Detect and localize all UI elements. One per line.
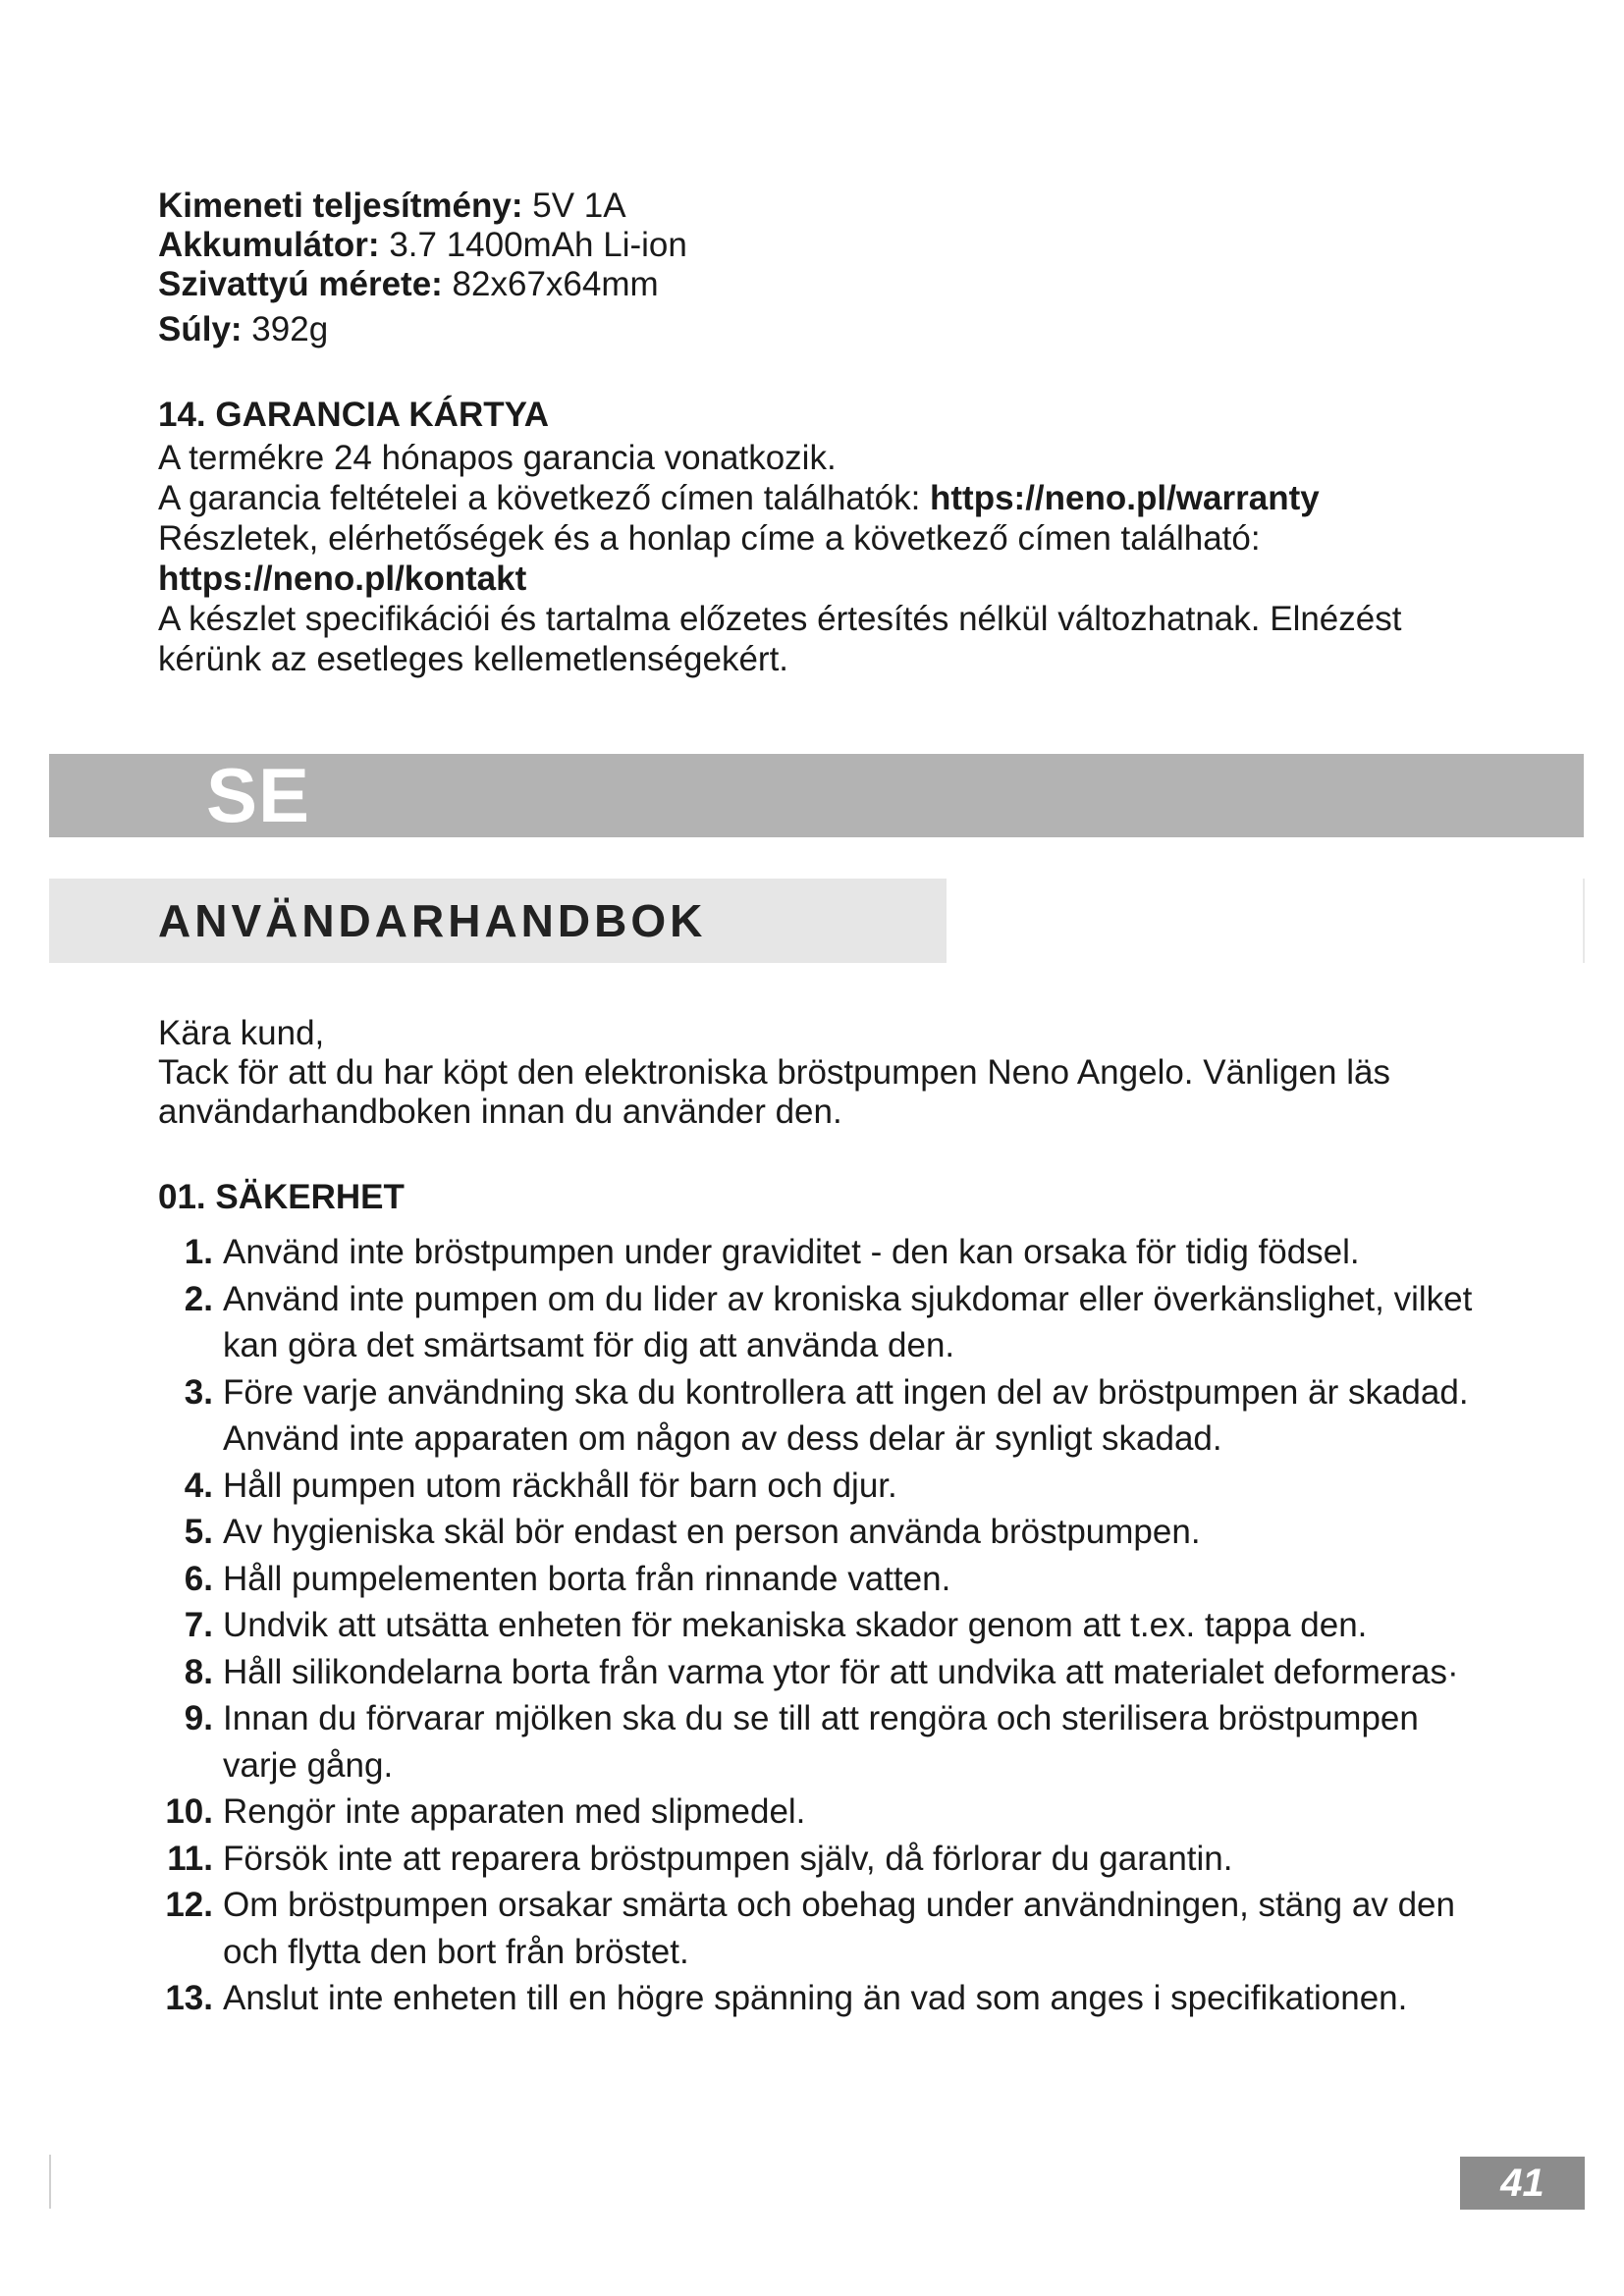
safety-item xyxy=(158,1836,1493,1883)
safety-item-number: 13. xyxy=(165,1979,213,2017)
warranty-line-4: A készlet specifikációi és tartalma előzetes értesítés nélkül változhatnak. Elnézést kérünk az esetleges kellemetlenségekért. xyxy=(158,600,1402,678)
spec-output-label: Kimeneti teljesítmény: xyxy=(158,187,523,225)
contact-link[interactable]: https://neno.pl/kontakt xyxy=(158,560,527,598)
safety-item xyxy=(158,1556,1493,1603)
manual-title: ANVÄNDARHANDBOK xyxy=(158,895,707,946)
safety-item-number: 8. xyxy=(184,1652,213,1691)
warranty-link[interactable]: https://neno.pl/warranty xyxy=(930,479,1320,517)
safety-item xyxy=(158,1509,1493,1556)
safety-item xyxy=(158,1695,1493,1789)
greeting: Kära kund, xyxy=(158,1014,325,1052)
safety-item-text: Om bröstpumpen orsakar smärta och obehag under användningen, stäng av den och flytta den bort från bröstet. xyxy=(223,1886,1455,1971)
safety-item-text: Innan du förvarar mjölken ska du se till att rengöra och sterilisera bröstpumpen varje gång. xyxy=(223,1699,1419,1785)
spec-weight xyxy=(158,310,1435,349)
safety-item-number: 11. xyxy=(167,1839,213,1878)
safety-item xyxy=(158,1229,1493,1276)
safety-heading: 01. SÄKERHET xyxy=(158,1178,405,1216)
warranty-line-2 xyxy=(158,478,1474,518)
warranty-line-2-text: A garancia feltételei a következő címen találhatók: xyxy=(158,479,931,517)
safety-item-number: 4. xyxy=(184,1466,213,1505)
safety-item-text: Rengör inte apparaten med slipmedel. xyxy=(223,1792,806,1831)
safety-item-number: 6. xyxy=(184,1559,213,1598)
safety-item-text: Använd inte bröstpumpen under graviditet - den kan orsaka för tidig födsel. xyxy=(223,1233,1360,1271)
spec-pump-size-label: Szivattyú mérete: xyxy=(158,265,443,303)
warranty-heading: 14. GARANCIA KÁRTYA xyxy=(158,396,550,434)
safety-item-number: 2. xyxy=(184,1279,213,1318)
spec-weight-value: 392g xyxy=(242,310,329,348)
specifications xyxy=(158,187,1435,349)
safety-item-number: 12. xyxy=(165,1886,213,1924)
page-number: 41 xyxy=(1500,2162,1544,2205)
safety-item-text: Före varje användning ska du kontrollera att ingen del av bröstpumpen är skadad. Använd inte apparaten om någon av dess delar är synligt skadad. xyxy=(223,1372,1469,1458)
spec-battery-value: 3.7 1400mAh Li-ion xyxy=(379,226,687,264)
safety-item xyxy=(158,1369,1493,1463)
safety-item-text: Anslut inte enheten till en högre spänning än vad som anges i specifikationen. xyxy=(223,1979,1408,2017)
safety-item-text: Håll pumpelementen borta från rinnande vatten. xyxy=(223,1559,951,1598)
spec-weight-label: Súly: xyxy=(158,310,243,348)
language-bar xyxy=(49,754,1584,837)
safety-item xyxy=(158,1276,1493,1369)
warranty-line-1: A termékre 24 hónapos garancia vonatkozik. xyxy=(158,439,837,477)
right-divider xyxy=(1583,879,1585,963)
language-code: SE xyxy=(206,752,311,838)
safety-item xyxy=(158,1975,1493,2022)
safety-item-number: 9. xyxy=(184,1699,213,1737)
safety-list xyxy=(158,1229,1493,2022)
safety-item-number: 10. xyxy=(165,1792,213,1831)
safety-item xyxy=(158,1463,1493,1510)
safety-item xyxy=(158,1649,1493,1696)
safety-item-text: Håll pumpen utom räckhåll för barn och djur. xyxy=(223,1466,897,1505)
spec-output xyxy=(158,187,1435,226)
safety-item-number: 3. xyxy=(184,1372,213,1412)
warranty-section xyxy=(158,395,1474,679)
safety-item-number: 1. xyxy=(184,1233,213,1271)
spec-battery-label: Akkumulátor: xyxy=(158,226,380,264)
spec-battery xyxy=(158,226,1435,265)
warranty-line-3: Részletek, elérhetőségek és a honlap címe a következő címen található: xyxy=(158,519,1261,558)
page-number-box xyxy=(1460,2157,1585,2210)
safety-item-text: Undvik att utsätta enheten för mekaniska skador genom att t.ex. tappa den. xyxy=(223,1606,1368,1644)
safety-item xyxy=(158,1789,1493,1836)
safety-item xyxy=(158,1882,1493,1975)
spec-pump-size-value: 82x67x64mm xyxy=(442,265,659,303)
left-divider xyxy=(49,2155,51,2209)
manual-title-bar xyxy=(49,879,947,963)
spec-output-value: 5V 1A xyxy=(522,187,626,225)
safety-item-text: Försök inte att reparera bröstpumpen själv, då förlorar du garantin. xyxy=(223,1839,1233,1878)
intro-section xyxy=(158,1014,1493,1132)
intro-text: Tack för att du har köpt den elektroniska bröstpumpen Neno Angelo. Vänligen läs användarhandboken innan du använder den. xyxy=(158,1053,1390,1131)
spec-pump-size xyxy=(158,265,1435,304)
safety-item-text: Av hygieniska skäl bör endast en person använda bröstpumpen. xyxy=(223,1513,1201,1551)
safety-item xyxy=(158,1602,1493,1649)
safety-item-number: 7. xyxy=(184,1606,213,1644)
safety-item-text: Håll silikondelarna borta från varma ytor för att undvika att materialet deformeras· xyxy=(223,1652,1459,1691)
safety-item-text: Använd inte pumpen om du lider av kroniska sjukdomar eller överkänslighet, vilket kan göra det smärtsamt för dig att använda den. xyxy=(223,1279,1473,1364)
safety-item-number: 5. xyxy=(184,1513,213,1551)
